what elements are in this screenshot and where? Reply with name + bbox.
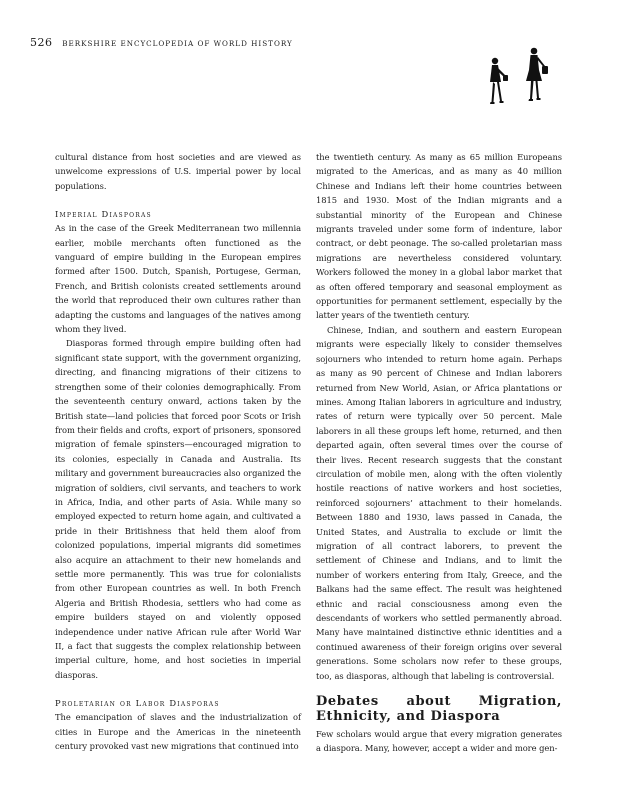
subheading-proletarian-diasporas: Proletarian or Labor Diasporas — [55, 698, 220, 709]
paragraph: Diasporas formed through empire building often had significant state support, with the government organizing, directing, and financing migrations of their citizens to strengthen some of their colonies demographically. From the seventeenth century onward, actions taken by the British state—land policies that forced poor Scots or Irish from their fields and crofts, export of prisoners, sponsored migration of female spinsters—encouraged migration to its colonies, especially in Canada and Australia. Its military and government bureaucracies also organized the migration of soldiers, civil servants, and teachers to work in Africa, India, and other parts of Asia. While many so employed expected to return home again, and cultivated a pride in their Britishness that held them aloof from colonized populations, imperial migrants did sometimes also acquire an attachment to their new homelands and settle more permanently. This was true for colonialists from other European countries as well. In both French Algeria and British Rhodesia, settlers who had come as empire builders stayed on and violently opposed independence under native African rule after World War II, a fact that suggests the complex relationship between imperial culture, home, and host societies in imperial diasporas. — [55, 338, 301, 680]
paragraph: Chinese, Indian, and southern and eastern European migrants were especially likely to consider themselves sojourners who intended to return home again. Perhaps as many as 90 percent of Chinese and Indian laborers returned from New World, Asian, or Africa plantations or mines. Among Italian laborers in agriculture and industry, rates of return were typically over 50 percent. Male laborers in all these groups left home, returned, and then departed again, often several times over the course of their lives. Recent research suggests that the constant circulation of mobile men, along with the often violently hostile reactions of native workers and host societies, reinforced sojourners’ attachment to their homelands. Between 1880 and 1930, laws passed in Canada, the United States, and Australia to exclude or limit the migration of all contract laborers, to prevent the settlement of Chinese and Indians, and to limit the number of workers entering from Italy, Greece, and the Balkans had the same effect. The result was heightened ethnic and racial consciousness among even the descendants of workers who settled permanently abroad. Many have maintained distinctive ethnic identities and a continued awareness of their foreign origins over several generations. Some scholars now refer to these groups, too, as diasporas, although that labeling is controversial. — [316, 324, 562, 681]
paragraph: The emancipation of slaves and the industrialization of cities in Europe and the Americas in the nineteenth century provoked vast new migrations that continued into — [55, 712, 301, 752]
section-heading-debates: Debates about Migration, Ethnicity, and Diaspora — [316, 694, 562, 724]
walking-figures-icon — [476, 44, 556, 124]
page-number: 526 — [30, 36, 53, 49]
paragraph: Few scholars would argue that every migration generates a diaspora. Many, however, accept a wider and more gen- — [316, 729, 562, 754]
right-column — [316, 150, 562, 756]
running-head — [30, 36, 293, 49]
subheading-imperial-diasporas: Imperial Diasporas — [55, 209, 152, 220]
publication-title: BERKSHIRE ENCYCLOPEDIA OF WORLD HISTORY — [62, 39, 293, 48]
paragraph: As in the case of the Greek Mediterranean two millennia earlier, mobile merchants often functioned as the vanguard of empire building in the European empires formed after 1500. Dutch, Spanish, Portugese, German, French, and British colonists created settlements around the world that reproduced their own cultures rather than adapting the customs and languages of the natives among whom they lived. — [55, 223, 301, 335]
left-column — [55, 150, 301, 753]
paragraph: cultural distance from host societies and are viewed as unwelcome expressions of U.S. imperial power by local populations. — [55, 152, 301, 191]
paragraph: the twentieth century. As many as 65 million Europeans migrated to the Americas, and as many as 40 million Chinese and Indians left their home countries between 1815 and 1930. Most of the Indian migrants and a substantial minority of the European and Chinese migrants traveled under some form of indenture, labor contract, or debt peonage. The so-called proletarian mass migrations are nevertheless considered voluntary. Workers followed the money in a global labor market that as often offered temporary and seasonal employment as opportunities for permanent settlement, especially by the latter years of the twentieth century. — [316, 152, 562, 321]
